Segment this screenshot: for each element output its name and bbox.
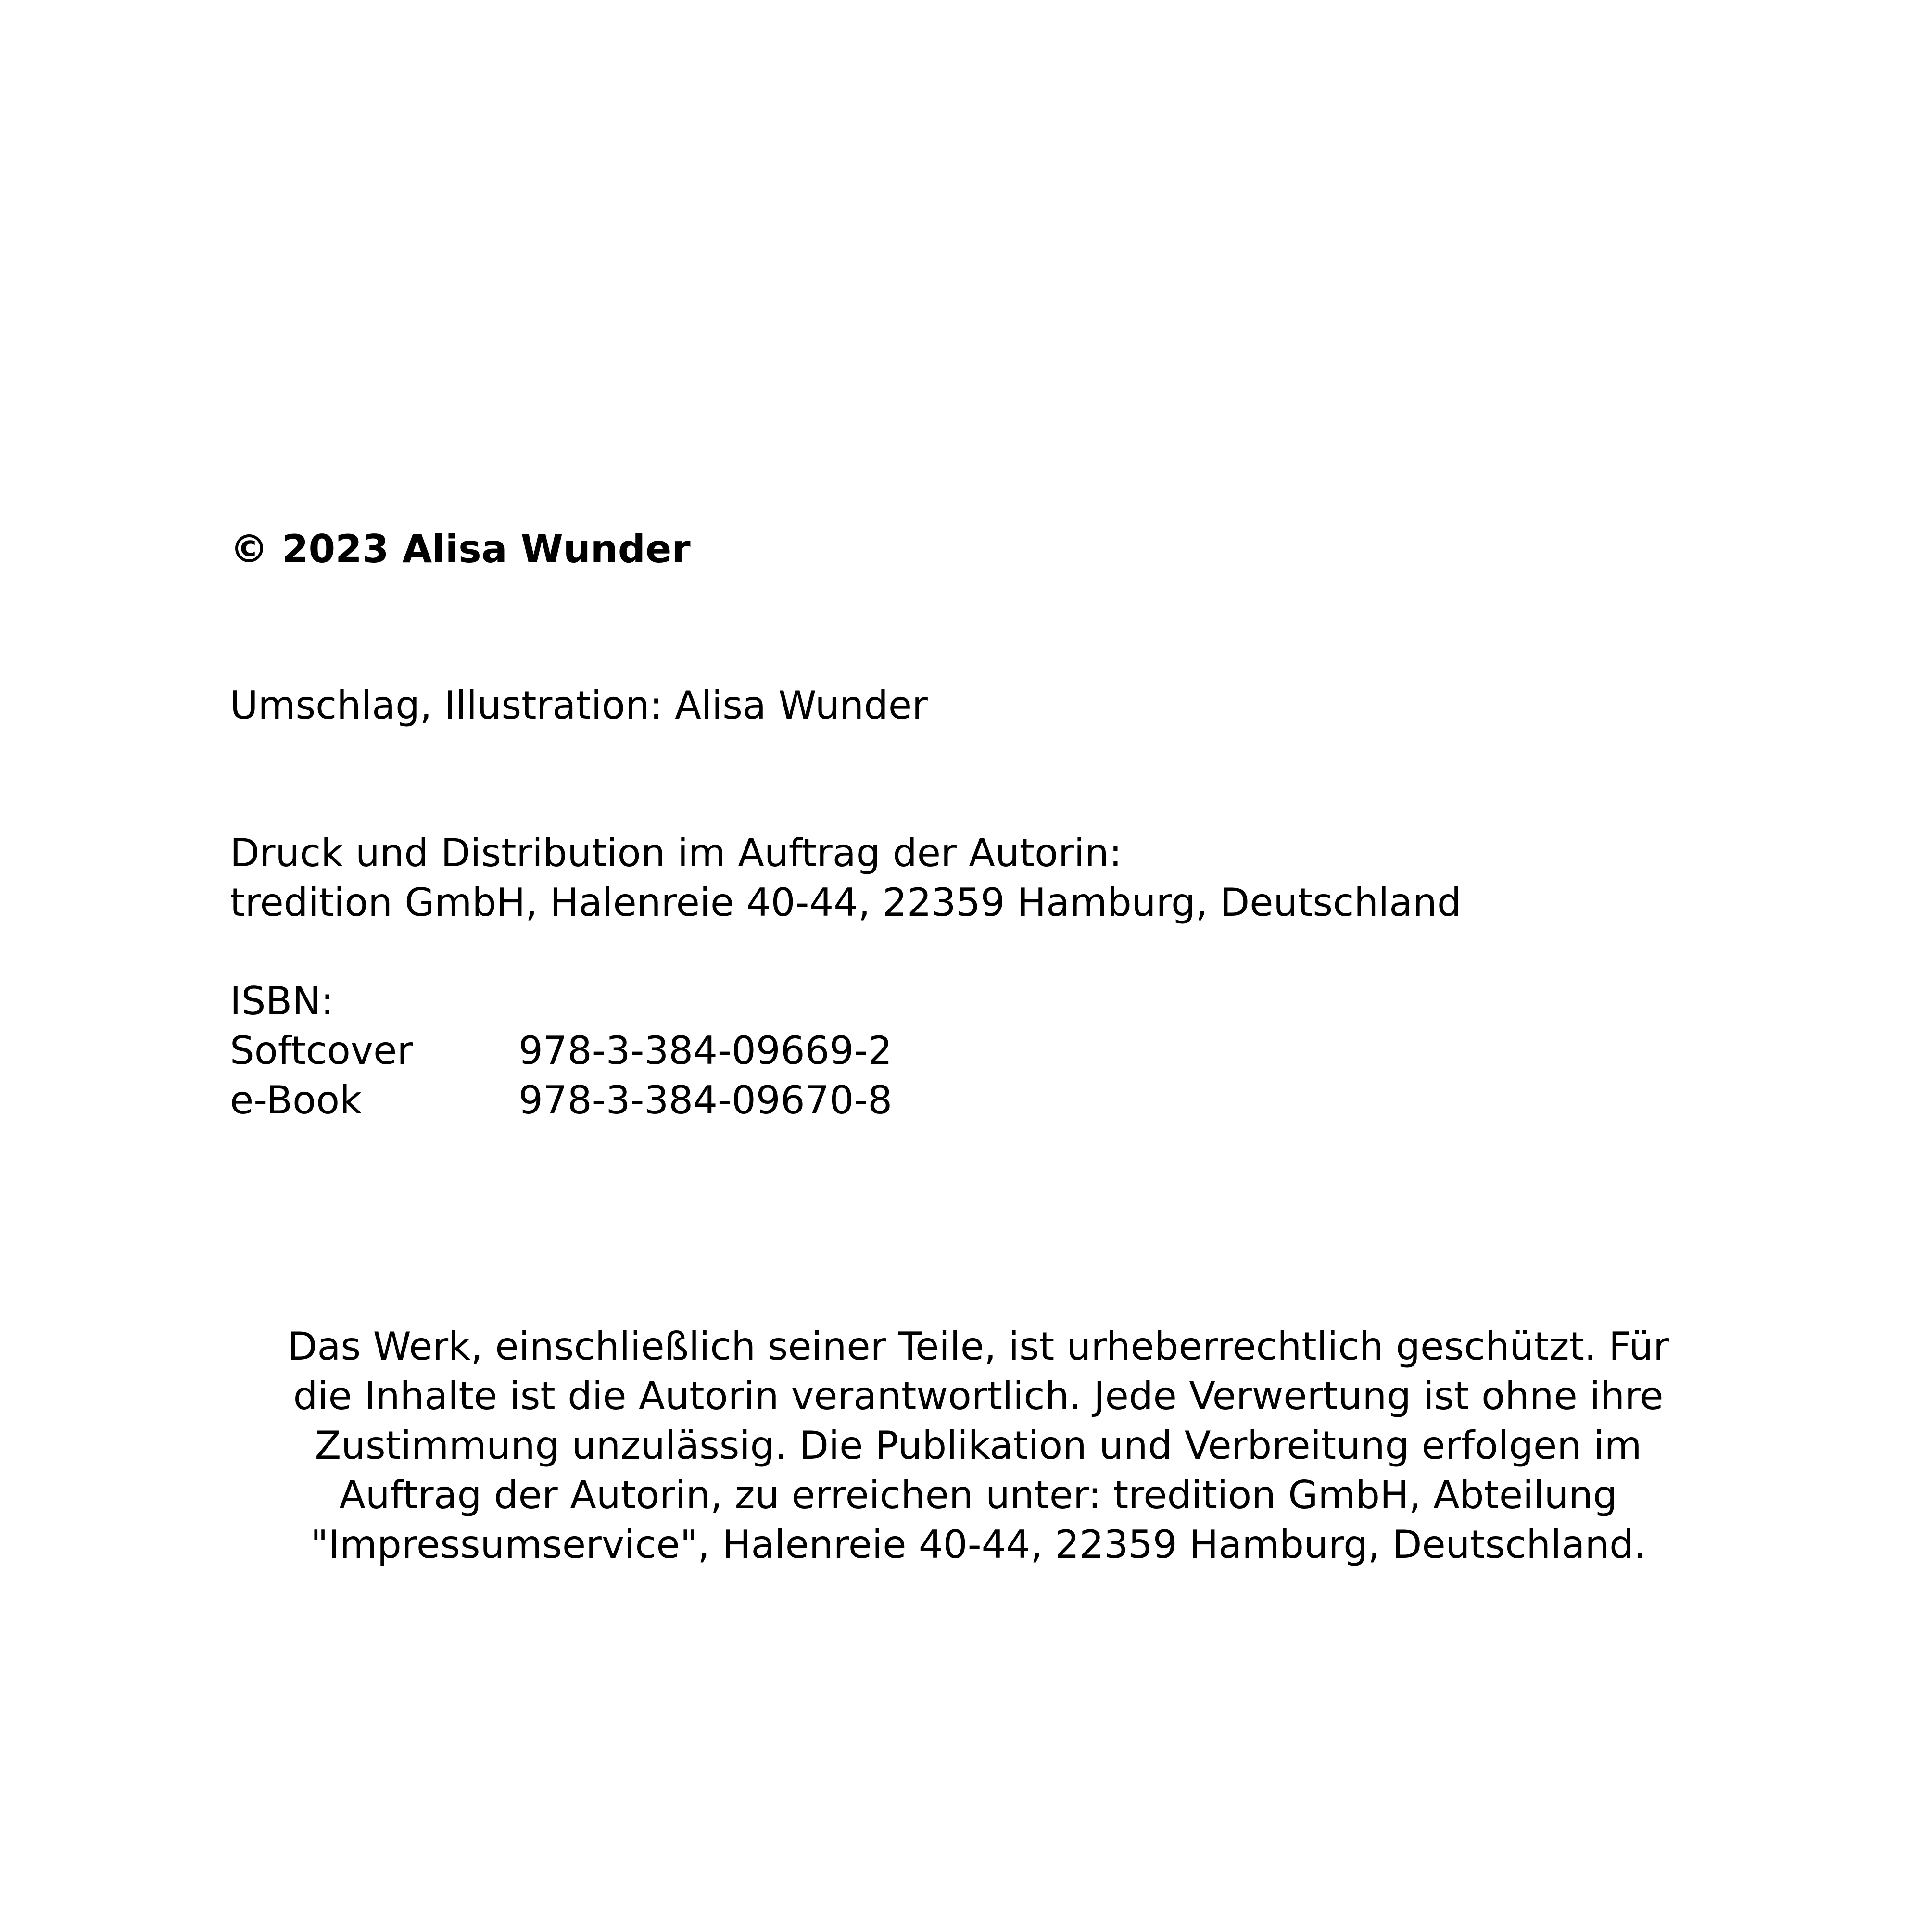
legal-notice-line: Das Werk, einschließlich seiner Teile, ist urheberrechtlich geschützt. Für [287,1324,1669,1369]
isbn-number: 978-3-384-09670-8 [518,1078,893,1123]
isbn-number: 978-3-384-09669-2 [518,1028,893,1073]
isbn-row-softcover [230,1026,892,1075]
isbn-label: ISBN: [230,979,334,1023]
legal-notice [202,1322,1755,1569]
legal-notice-line: Zustimmung unzulässig. Die Publikation und Verbreitung erfolgen im [315,1423,1642,1468]
isbn-row-ebook [230,1075,892,1125]
legal-notice-line: "Impressumservice", Halenreie 40-44, 22359 Hamburg, Deutschland. [310,1522,1646,1567]
cover-illustration-credit: Umschlag, Illustration: Alisa Wunder [230,683,928,728]
copyright-notice: © 2023 Alisa Wunder [230,527,691,571]
printing-distribution-address: tredition GmbH, Halenreie 40-44, 22359 Hamburg, Deutschland [230,880,1462,925]
legal-notice-line: die Inhalte ist die Autorin verantwortlich. Jede Verwertung ist ohne ihre [293,1374,1664,1418]
isbn-format: Softcover [230,1028,413,1073]
legal-notice-line: Auftrag der Autorin, zu erreichen unter: tredition GmbH, Abteilung [339,1473,1617,1517]
isbn-format: e-Book [230,1078,362,1123]
printing-distribution-label: Druck und Distribution im Auftrag der Autorin: [230,831,1122,875]
